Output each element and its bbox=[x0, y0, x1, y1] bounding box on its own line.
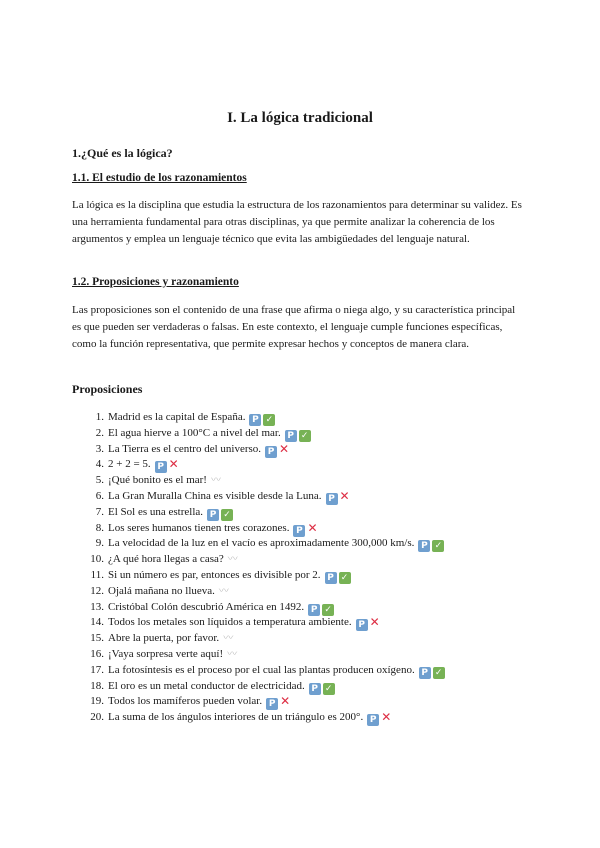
p-button-icon: P bbox=[419, 667, 431, 679]
list-item-number: 11. bbox=[90, 568, 104, 581]
subsection-1-paragraph: La lógica es la disciplina que estudia la estructura de los razonamientos para determinar su validez. Es una herramienta fundamental para otras disciplinas, ya que permite analizar la coherencia de los argumentos y emplea un lenguaje técnico que evita las ambigüedades del lenguaje natural. bbox=[72, 199, 522, 245]
check-mark-icon: ✓ bbox=[263, 414, 275, 426]
cross-mark-icon: ✕ bbox=[369, 615, 380, 630]
check-mark-icon: ✓ bbox=[322, 604, 334, 616]
list-item-number: 8. bbox=[95, 521, 104, 534]
list-item-text: ¿A qué hora llegas a casa? bbox=[108, 553, 224, 566]
p-button-icon: P bbox=[266, 698, 278, 710]
list-item bbox=[72, 694, 552, 710]
p-button-icon: P bbox=[309, 683, 321, 695]
p-button-icon: P bbox=[326, 493, 338, 505]
list-item-text: Cristóbal Colón descubrió América en 1492. bbox=[108, 600, 305, 613]
list-item bbox=[72, 505, 552, 521]
p-button-icon: P bbox=[356, 619, 368, 631]
list-item-number: 16. bbox=[90, 647, 104, 660]
check-mark-icon: ✓ bbox=[323, 683, 335, 695]
list-item bbox=[72, 457, 552, 473]
list-item-number: 3. bbox=[95, 442, 104, 455]
wavy-dash-icon: 〰 bbox=[227, 648, 238, 660]
cross-mark-icon: ✕ bbox=[280, 694, 291, 709]
check-mark-icon: ✓ bbox=[221, 509, 233, 521]
list-item-text: ¡Qué bonito es el mar! bbox=[108, 474, 207, 487]
list-item-number: 19. bbox=[90, 695, 104, 708]
list-item-number: 1. bbox=[95, 411, 104, 423]
list-item-text: La fotosíntesis es el proceso por el cual las plantas producen oxígeno. bbox=[108, 663, 415, 676]
propositions-list bbox=[72, 410, 552, 726]
list-item-text: Todos los metales son líquidos a temperatura ambiente. bbox=[108, 616, 352, 629]
wavy-dash-icon: 〰 bbox=[223, 633, 234, 645]
p-button-icon: P bbox=[155, 461, 167, 473]
list-item-text: La velocidad de la luz en el vacío es aproximadamente 300,000 km/s. bbox=[108, 537, 415, 550]
list-item bbox=[72, 489, 552, 505]
list-item bbox=[72, 600, 552, 616]
list-item-text: 2 + 2 = 5. bbox=[108, 458, 151, 471]
section-heading: 1.¿Qué es la lógica? bbox=[72, 146, 173, 160]
p-button-icon: P bbox=[265, 446, 277, 458]
list-item bbox=[72, 710, 552, 726]
cross-mark-icon: ✕ bbox=[168, 457, 179, 472]
list-item-number: 15. bbox=[90, 632, 104, 645]
list-item-number: 7. bbox=[95, 505, 104, 518]
cross-mark-icon: ✕ bbox=[339, 488, 350, 503]
check-mark-icon: ✓ bbox=[432, 540, 444, 552]
list-item-text: El Sol es una estrella. bbox=[108, 505, 204, 518]
wavy-dash-icon: 〰 bbox=[218, 585, 229, 597]
list-item-number: 4. bbox=[95, 458, 104, 471]
wavy-dash-icon: 〰 bbox=[210, 475, 221, 487]
list-item bbox=[72, 663, 552, 679]
list-item-number: 14. bbox=[90, 616, 104, 629]
list-item bbox=[72, 584, 552, 600]
list-item-text: Ojalá mañana no llueva. bbox=[108, 584, 215, 597]
list-item bbox=[72, 521, 552, 537]
p-button-icon: P bbox=[308, 604, 320, 616]
list-item-number: 12. bbox=[90, 584, 104, 597]
p-button-icon: P bbox=[367, 714, 379, 726]
list-item-text: La suma de los ángulos interiores de un triángulo es 200°. bbox=[108, 711, 364, 724]
list-item bbox=[72, 473, 552, 489]
list-item-number: 6. bbox=[95, 489, 104, 502]
list-item bbox=[72, 568, 552, 584]
list-item bbox=[72, 615, 552, 631]
list-heading: Proposiciones bbox=[72, 382, 143, 396]
p-button-icon: P bbox=[325, 572, 337, 584]
list-item-text: Todos los mamíferos pueden volar. bbox=[108, 695, 263, 708]
list-item bbox=[72, 536, 552, 552]
list-item-text: La Tierra es el centro del universo. bbox=[108, 442, 262, 455]
list-item-number: 2. bbox=[95, 426, 104, 439]
p-button-icon: P bbox=[418, 540, 430, 552]
cross-mark-icon: ✕ bbox=[307, 520, 318, 535]
list-item-number: 10. bbox=[90, 553, 104, 566]
list-item bbox=[72, 679, 552, 695]
document-title: I. La lógica tradicional bbox=[227, 110, 373, 126]
list-item bbox=[72, 647, 552, 663]
p-button-icon: P bbox=[249, 414, 261, 426]
list-item-text: El oro es un metal conductor de electricidad. bbox=[108, 679, 305, 692]
list-item bbox=[72, 552, 552, 568]
list-item-number: 18. bbox=[90, 679, 104, 692]
list-item bbox=[72, 631, 552, 647]
list-item-text: Abre la puerta, por favor. bbox=[108, 632, 220, 645]
p-button-icon: P bbox=[293, 525, 305, 537]
cross-mark-icon: ✕ bbox=[381, 710, 392, 725]
p-button-icon: P bbox=[207, 509, 219, 521]
p-button-icon: P bbox=[285, 430, 297, 442]
list-item-text: El agua hierve a 100°C a nivel del mar. bbox=[108, 426, 281, 439]
list-item-text: Si un número es par, entonces es divisible por 2. bbox=[108, 568, 321, 581]
list-item-number: 13. bbox=[90, 600, 104, 613]
list-item-text: Madrid es la capital de España. bbox=[108, 411, 246, 423]
list-item-text: ¡Vaya sorpresa verte aquí! bbox=[108, 647, 224, 660]
list-item-text: Los seres humanos tienen tres corazones. bbox=[108, 521, 290, 534]
list-item-number: 20. bbox=[90, 711, 104, 724]
wavy-dash-icon: 〰 bbox=[227, 554, 238, 566]
subsection-2-paragraph: Las proposiciones son el contenido de una frase que afirma o niega algo, y su característica principal es que pueden ser verdaderas o falsas. En este contexto, el lenguaje cumple funciones específicas, como la función representativa, que permite expresar hechos y conceptos de manera clara. bbox=[72, 304, 516, 350]
cross-mark-icon: ✕ bbox=[279, 441, 290, 456]
list-item bbox=[72, 442, 552, 458]
list-item-number: 9. bbox=[95, 537, 104, 550]
list-item-number: 17. bbox=[90, 663, 104, 676]
list-item bbox=[72, 410, 552, 426]
subsection-2-heading: 1.2. Proposiciones y razonamiento bbox=[72, 276, 239, 288]
list-item-number: 5. bbox=[95, 474, 104, 487]
check-mark-icon: ✓ bbox=[299, 430, 311, 442]
list-item-text: La Gran Muralla China es visible desde la Luna. bbox=[108, 489, 322, 502]
subsection-1-heading: 1.1. El estudio de los razonamientos bbox=[72, 172, 247, 184]
check-mark-icon: ✓ bbox=[339, 572, 351, 584]
check-mark-icon: ✓ bbox=[433, 667, 445, 679]
list-item bbox=[72, 426, 552, 442]
